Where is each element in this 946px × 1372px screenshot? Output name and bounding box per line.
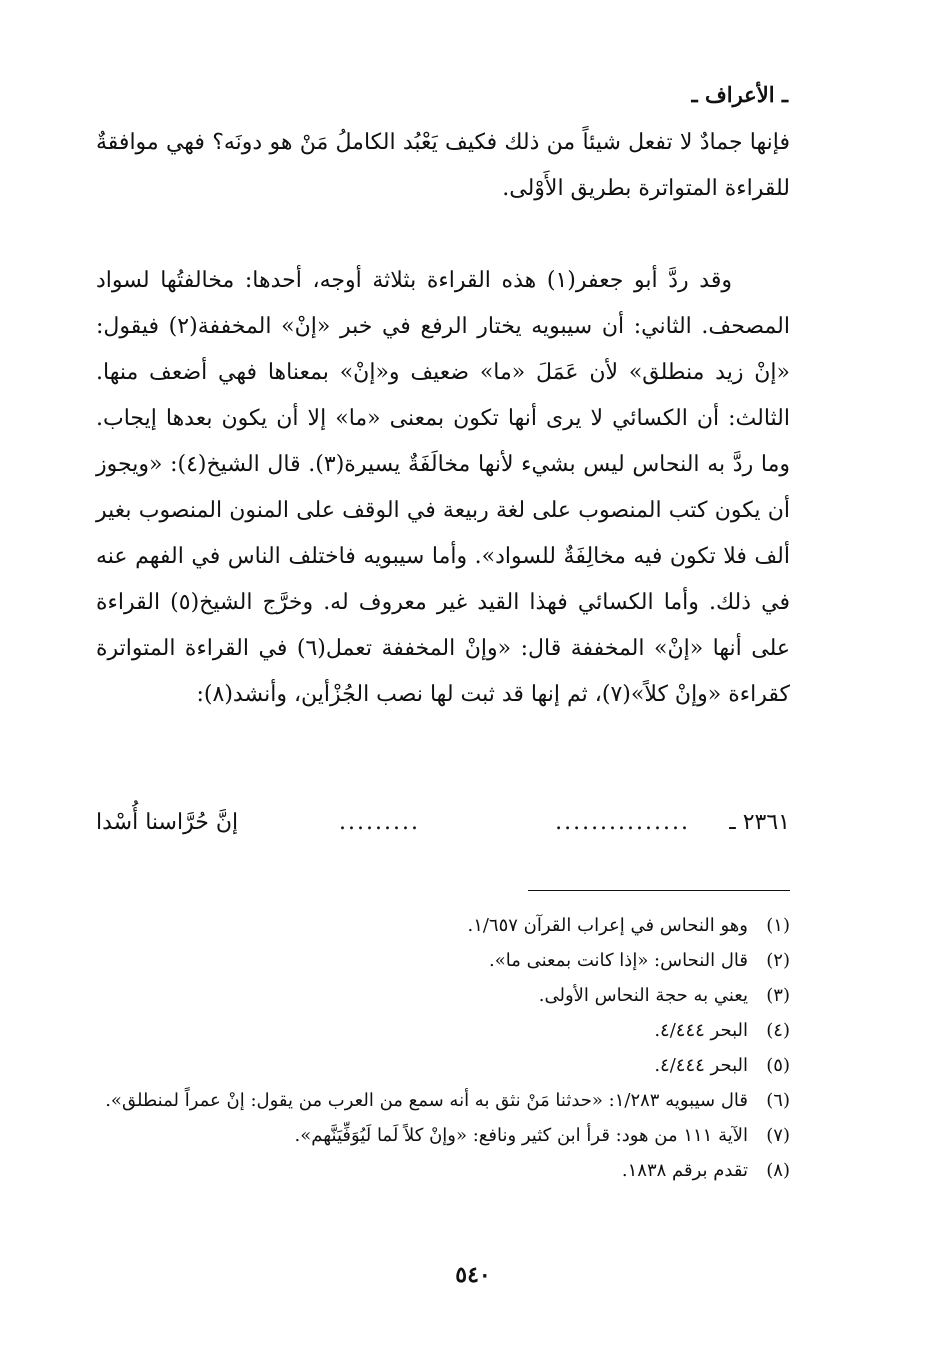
footnote-number: (٣) bbox=[766, 985, 790, 1006]
verse-number: ٢٣٦١ ـ bbox=[729, 810, 790, 835]
footnote-text: البحر ٤/٤٤٤. bbox=[654, 1020, 748, 1041]
footnote-item bbox=[96, 1083, 790, 1118]
running-title: ـ الأعراف ـ bbox=[691, 82, 788, 107]
footnote-number: (٢) bbox=[766, 950, 790, 971]
footnote-number: (١) bbox=[766, 915, 790, 936]
footnotes bbox=[96, 908, 790, 1188]
footnote-divider bbox=[528, 890, 790, 891]
footnote-item bbox=[96, 908, 790, 943]
footnote-text: تقدم برقم ١٨٣٨. bbox=[621, 1160, 748, 1181]
verse-ellipsis-first: ............... bbox=[555, 810, 690, 835]
footnote-number: (٦) bbox=[766, 1090, 790, 1111]
paragraph-2: وقد ردَّ أبو جعفر(١) هذه القراءة بثلاثة أوجه، أحدها: مخالفتُها لسواد المصحف. الثاني: أن سيبويه يختار الرفع في خبر «إنْ» المخففة(٢) فيقول: «إنْ زيد منطلق» لأن عَمَلَ «ما» ضعيف و«إنْ» بمعناها فهي أضعف منها. الثالث: أن الكسائي لا يرى أنها تكون بمعنى «ما» إلا أن يكون بعدها إيجاب. وما ردَّ به النحاس ليس بشيء لأنها مخالَفَةٌ يسيرة(٣). قال الشيخ(٤): «ويجوز أن يكون كتب المنصوب على لغة ربيعة في الوقف على المنون المنصوب بغير ألف فلا تكون فيه مخالِفَةٌ للسواد». وأما سيبويه فاختلف الناس في الفهم عنه في ذلك. وأما الكسائي فهذا القيد غير معروف له. وخرَّج الشيخ(٥) القراءة على أنها «إنْ» المخففة قال: «وإنْ المخففة تعمل(٦) في القراءة المتواترة كقراءة «وإنْ كلاً»(٧)، ثم إنها قد ثبت لها نصب الجُزْأين، وأنشد(٨): bbox=[96, 268, 791, 707]
main-text bbox=[96, 120, 790, 718]
paragraph-1: فإنها جمادٌ لا تفعل شيئاً من ذلك فكيف يَعْبُد الكاملُ مَنْ هو دونَه؟ فهي موافقةٌ للقراءة المتواترة بطريق الأَوْلى. bbox=[96, 130, 790, 201]
footnote-text: يعني به حجة النحاس الأولى. bbox=[538, 985, 748, 1006]
footnote-item bbox=[96, 1118, 790, 1153]
footnote-text: الآية ١١١ من هود: قرأ ابن كثير ونافع: «وإنْ كلاً لَما لَيُوَفِّيَنَّهم». bbox=[294, 1125, 748, 1146]
footnote-item bbox=[96, 1048, 790, 1083]
footnote-text: وهو النحاس في إعراب القرآن ١/٦٥٧. bbox=[467, 915, 748, 936]
page-number: ٥٤٠ bbox=[455, 1262, 491, 1288]
footnote-number: (٤) bbox=[766, 1020, 790, 1041]
verse-text: إنَّ حُرَّاسنا أُسْدا bbox=[96, 810, 239, 835]
footnote-text: قال سيبويه ١/٢٨٣: «حدثنا مَنْ نثق به أنه سمع من العرب من يقول: إنْ عمراً لمنطلق». bbox=[105, 1090, 748, 1111]
verse-line bbox=[96, 800, 790, 846]
footnote-text: البحر ٤/٤٤٤. bbox=[654, 1055, 748, 1076]
footnote-item bbox=[96, 943, 790, 978]
footnote-number: (٨) bbox=[766, 1160, 790, 1181]
verse-ellipsis-second: ......... bbox=[339, 810, 420, 835]
footnote-number: (٥) bbox=[766, 1055, 790, 1076]
footnote-text: قال النحاس: «إذا كانت بمعنى ما». bbox=[489, 950, 748, 971]
footnote-list bbox=[96, 908, 790, 1188]
footnote-item bbox=[96, 978, 790, 1013]
footnote-item bbox=[96, 1013, 790, 1048]
footnote-item bbox=[96, 1153, 790, 1188]
footnote-number: (٧) bbox=[766, 1125, 790, 1146]
